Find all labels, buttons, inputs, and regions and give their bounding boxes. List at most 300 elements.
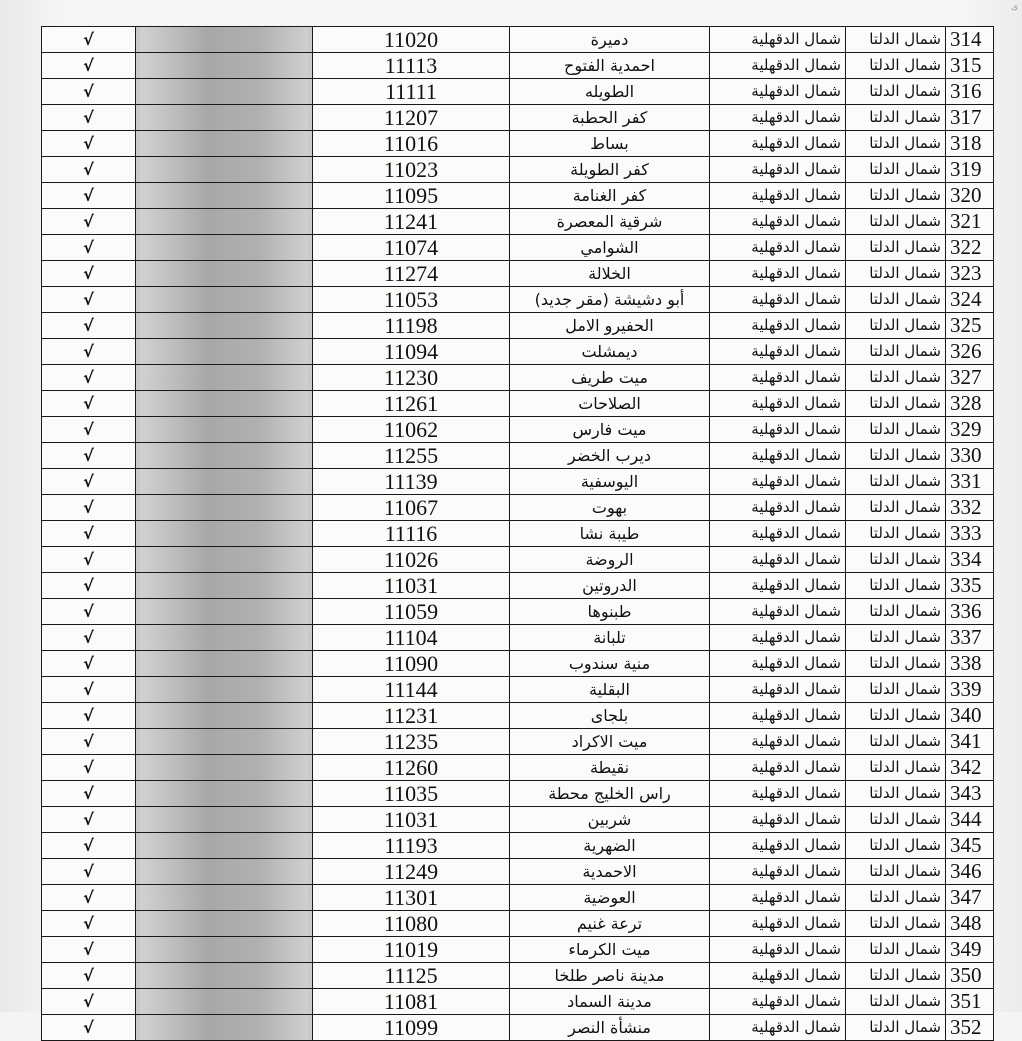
branch-name-cell: البقلية bbox=[510, 677, 710, 703]
redacted-cell bbox=[136, 469, 313, 495]
branch-name-cell: الصلاحات bbox=[510, 391, 710, 417]
redacted-cell bbox=[136, 27, 313, 53]
code-cell: 11074 bbox=[313, 235, 510, 261]
table-row bbox=[42, 651, 994, 677]
branch-name-cell: شرقية المعصرة bbox=[510, 209, 710, 235]
region-cell: شمال الدلتا bbox=[846, 729, 946, 755]
redaction-bar bbox=[140, 261, 308, 286]
redacted-cell bbox=[136, 339, 313, 365]
redaction-bar bbox=[140, 781, 308, 806]
code-cell: 11139 bbox=[313, 469, 510, 495]
status-check-cell: √ bbox=[42, 625, 136, 651]
region-cell: شمال الدلتا bbox=[846, 651, 946, 677]
region-cell: شمال الدلتا bbox=[846, 339, 946, 365]
redacted-cell bbox=[136, 313, 313, 339]
row-number-cell: 333 bbox=[946, 521, 994, 547]
branch-name-cell: الروضة bbox=[510, 547, 710, 573]
table-row bbox=[42, 53, 994, 79]
redaction-bar bbox=[140, 729, 308, 754]
code-cell: 11031 bbox=[313, 573, 510, 599]
table-row bbox=[42, 677, 994, 703]
redaction-bar bbox=[140, 287, 308, 312]
redacted-cell bbox=[136, 677, 313, 703]
row-number-cell: 336 bbox=[946, 599, 994, 625]
status-check-cell: √ bbox=[42, 495, 136, 521]
table-row bbox=[42, 1015, 994, 1041]
region-cell: شمال الدلتا bbox=[846, 963, 946, 989]
status-check-cell: √ bbox=[42, 313, 136, 339]
redacted-cell bbox=[136, 703, 313, 729]
region-cell: شمال الدلتا bbox=[846, 625, 946, 651]
governorate-cell: شمال الدقهلية bbox=[710, 599, 846, 625]
table-row bbox=[42, 911, 994, 937]
table-row bbox=[42, 79, 994, 105]
row-number-cell: 332 bbox=[946, 495, 994, 521]
region-cell: شمال الدلتا bbox=[846, 53, 946, 79]
row-number-cell: 316 bbox=[946, 79, 994, 105]
governorate-cell: شمال الدقهلية bbox=[710, 989, 846, 1015]
row-number-cell: 349 bbox=[946, 937, 994, 963]
redaction-bar bbox=[140, 391, 308, 416]
branch-name-cell: العوضية bbox=[510, 885, 710, 911]
status-check-cell: √ bbox=[42, 131, 136, 157]
table-row bbox=[42, 625, 994, 651]
status-check-cell: √ bbox=[42, 443, 136, 469]
row-number-cell: 323 bbox=[946, 261, 994, 287]
redaction-bar bbox=[140, 755, 308, 780]
branch-name-cell: تلبانة bbox=[510, 625, 710, 651]
row-number-cell: 345 bbox=[946, 833, 994, 859]
code-cell: 11104 bbox=[313, 625, 510, 651]
redacted-cell bbox=[136, 235, 313, 261]
row-number-cell: 326 bbox=[946, 339, 994, 365]
table-row bbox=[42, 703, 994, 729]
branch-name-cell: مدينة ناصر طلخا bbox=[510, 963, 710, 989]
governorate-cell: شمال الدقهلية bbox=[710, 469, 846, 495]
row-number-cell: 327 bbox=[946, 365, 994, 391]
redaction-bar bbox=[140, 105, 308, 130]
row-number-cell: 321 bbox=[946, 209, 994, 235]
region-cell: شمال الدلتا bbox=[846, 417, 946, 443]
region-cell: شمال الدلتا bbox=[846, 27, 946, 53]
row-number-cell: 348 bbox=[946, 911, 994, 937]
redaction-bar bbox=[140, 495, 308, 520]
redaction-bar bbox=[140, 885, 308, 910]
branch-name-cell: منشأة النصر bbox=[510, 1015, 710, 1041]
region-cell: شمال الدلتا bbox=[846, 521, 946, 547]
branch-name-cell: كفر الطويلة bbox=[510, 157, 710, 183]
table-row bbox=[42, 547, 994, 573]
branch-name-cell: نقيطة bbox=[510, 755, 710, 781]
code-cell: 11080 bbox=[313, 911, 510, 937]
table-row bbox=[42, 157, 994, 183]
governorate-cell: شمال الدقهلية bbox=[710, 365, 846, 391]
code-cell: 11144 bbox=[313, 677, 510, 703]
row-number-cell: 320 bbox=[946, 183, 994, 209]
branch-name-cell: أبو دشيشة (مقر جديد) bbox=[510, 287, 710, 313]
redacted-cell bbox=[136, 1015, 313, 1041]
redaction-bar bbox=[140, 599, 308, 624]
status-check-cell: √ bbox=[42, 27, 136, 53]
status-check-cell: √ bbox=[42, 911, 136, 937]
row-number-cell: 318 bbox=[946, 131, 994, 157]
status-check-cell: √ bbox=[42, 469, 136, 495]
row-number-cell: 340 bbox=[946, 703, 994, 729]
row-number-cell: 347 bbox=[946, 885, 994, 911]
redaction-bar bbox=[140, 27, 308, 52]
region-cell: شمال الدلتا bbox=[846, 235, 946, 261]
branch-name-cell: ديمشلت bbox=[510, 339, 710, 365]
status-check-cell: √ bbox=[42, 209, 136, 235]
redacted-cell bbox=[136, 183, 313, 209]
branch-name-cell: ميت طريف bbox=[510, 365, 710, 391]
region-cell: شمال الدلتا bbox=[846, 495, 946, 521]
status-check-cell: √ bbox=[42, 729, 136, 755]
redaction-bar bbox=[140, 417, 308, 442]
code-cell: 11081 bbox=[313, 989, 510, 1015]
table-row bbox=[42, 781, 994, 807]
redaction-bar bbox=[140, 1015, 308, 1040]
region-cell: شمال الدلتا bbox=[846, 261, 946, 287]
redacted-cell bbox=[136, 79, 313, 105]
redacted-cell bbox=[136, 625, 313, 651]
redacted-cell bbox=[136, 599, 313, 625]
branch-name-cell: ميت الكرماء bbox=[510, 937, 710, 963]
row-number-cell: 351 bbox=[946, 989, 994, 1015]
table-row bbox=[42, 209, 994, 235]
region-cell: شمال الدلتا bbox=[846, 547, 946, 573]
region-cell: شمال الدلتا bbox=[846, 313, 946, 339]
redaction-bar bbox=[140, 365, 308, 390]
status-check-cell: √ bbox=[42, 833, 136, 859]
status-check-cell: √ bbox=[42, 79, 136, 105]
redaction-bar bbox=[140, 859, 308, 884]
redaction-bar bbox=[140, 651, 308, 676]
region-cell: شمال الدلتا bbox=[846, 911, 946, 937]
status-check-cell: √ bbox=[42, 859, 136, 885]
row-number-cell: 341 bbox=[946, 729, 994, 755]
table-row bbox=[42, 287, 994, 313]
governorate-cell: شمال الدقهلية bbox=[710, 937, 846, 963]
branch-name-cell: ميت فارس bbox=[510, 417, 710, 443]
redacted-cell bbox=[136, 261, 313, 287]
governorate-cell: شمال الدقهلية bbox=[710, 1015, 846, 1041]
redaction-bar bbox=[140, 677, 308, 702]
code-cell: 11026 bbox=[313, 547, 510, 573]
redacted-cell bbox=[136, 365, 313, 391]
redacted-cell bbox=[136, 495, 313, 521]
code-cell: 11274 bbox=[313, 261, 510, 287]
redacted-cell bbox=[136, 521, 313, 547]
table-row bbox=[42, 495, 994, 521]
branch-name-cell: مدينة السماد bbox=[510, 989, 710, 1015]
governorate-cell: شمال الدقهلية bbox=[710, 729, 846, 755]
governorate-cell: شمال الدقهلية bbox=[710, 963, 846, 989]
region-cell: شمال الدلتا bbox=[846, 807, 946, 833]
row-number-cell: 334 bbox=[946, 547, 994, 573]
redacted-cell bbox=[136, 911, 313, 937]
redacted-cell bbox=[136, 755, 313, 781]
row-number-cell: 337 bbox=[946, 625, 994, 651]
code-cell: 11235 bbox=[313, 729, 510, 755]
branch-name-cell: الشوامي bbox=[510, 235, 710, 261]
redacted-cell bbox=[136, 781, 313, 807]
branch-name-cell: الضهرية bbox=[510, 833, 710, 859]
code-cell: 11231 bbox=[313, 703, 510, 729]
governorate-cell: شمال الدقهلية bbox=[710, 885, 846, 911]
redacted-cell bbox=[136, 443, 313, 469]
branch-name-cell: ديرب الخضر bbox=[510, 443, 710, 469]
governorate-cell: شمال الدقهلية bbox=[710, 443, 846, 469]
code-cell: 11111 bbox=[313, 79, 510, 105]
governorate-cell: شمال الدقهلية bbox=[710, 495, 846, 521]
region-cell: شمال الدلتا bbox=[846, 1015, 946, 1041]
row-number-cell: 330 bbox=[946, 443, 994, 469]
governorate-cell: شمال الدقهلية bbox=[710, 755, 846, 781]
governorate-cell: شمال الدقهلية bbox=[710, 313, 846, 339]
branch-name-cell: الخلالة bbox=[510, 261, 710, 287]
code-cell: 11023 bbox=[313, 157, 510, 183]
region-cell: شمال الدلتا bbox=[846, 703, 946, 729]
status-check-cell: √ bbox=[42, 781, 136, 807]
governorate-cell: شمال الدقهلية bbox=[710, 287, 846, 313]
code-cell: 11094 bbox=[313, 339, 510, 365]
governorate-cell: شمال الدقهلية bbox=[710, 27, 846, 53]
table-row bbox=[42, 235, 994, 261]
table-row bbox=[42, 885, 994, 911]
code-cell: 11059 bbox=[313, 599, 510, 625]
row-number-cell: 335 bbox=[946, 573, 994, 599]
region-cell: شمال الدلتا bbox=[846, 365, 946, 391]
region-cell: شمال الدلتا bbox=[846, 677, 946, 703]
code-cell: 11255 bbox=[313, 443, 510, 469]
row-number-cell: 338 bbox=[946, 651, 994, 677]
redaction-bar bbox=[140, 235, 308, 260]
row-number-cell: 346 bbox=[946, 859, 994, 885]
row-number-cell: 344 bbox=[946, 807, 994, 833]
table-row bbox=[42, 599, 994, 625]
status-check-cell: √ bbox=[42, 391, 136, 417]
status-check-cell: √ bbox=[42, 235, 136, 261]
redacted-cell bbox=[136, 417, 313, 443]
branch-name-cell: راس الخليج محطة bbox=[510, 781, 710, 807]
status-check-cell: √ bbox=[42, 1015, 136, 1041]
status-check-cell: √ bbox=[42, 885, 136, 911]
row-number-cell: 322 bbox=[946, 235, 994, 261]
code-cell: 11249 bbox=[313, 859, 510, 885]
row-number-cell: 325 bbox=[946, 313, 994, 339]
region-cell: شمال الدلتا bbox=[846, 287, 946, 313]
code-cell: 11198 bbox=[313, 313, 510, 339]
status-check-cell: √ bbox=[42, 157, 136, 183]
status-check-cell: √ bbox=[42, 261, 136, 287]
row-number-cell: 315 bbox=[946, 53, 994, 79]
governorate-cell: شمال الدقهلية bbox=[710, 209, 846, 235]
code-cell: 11193 bbox=[313, 833, 510, 859]
code-cell: 11099 bbox=[313, 1015, 510, 1041]
region-cell: شمال الدلتا bbox=[846, 131, 946, 157]
row-number-cell: 343 bbox=[946, 781, 994, 807]
code-cell: 11062 bbox=[313, 417, 510, 443]
governorate-cell: شمال الدقهلية bbox=[710, 261, 846, 287]
redaction-bar bbox=[140, 131, 308, 156]
redaction-bar bbox=[140, 625, 308, 650]
redacted-cell bbox=[136, 937, 313, 963]
redacted-cell bbox=[136, 209, 313, 235]
branch-name-cell: طبنوها bbox=[510, 599, 710, 625]
region-cell: شمال الدلتا bbox=[846, 599, 946, 625]
status-check-cell: √ bbox=[42, 53, 136, 79]
table-row bbox=[42, 755, 994, 781]
redaction-bar bbox=[140, 911, 308, 936]
row-number-cell: 319 bbox=[946, 157, 994, 183]
governorate-cell: شمال الدقهلية bbox=[710, 235, 846, 261]
code-cell: 11019 bbox=[313, 937, 510, 963]
status-check-cell: √ bbox=[42, 651, 136, 677]
region-cell: شمال الدلتا bbox=[846, 443, 946, 469]
branch-name-cell: الطويله bbox=[510, 79, 710, 105]
table-row bbox=[42, 937, 994, 963]
code-cell: 11095 bbox=[313, 183, 510, 209]
row-number-cell: 342 bbox=[946, 755, 994, 781]
governorate-cell: شمال الدقهلية bbox=[710, 547, 846, 573]
region-cell: شمال الدلتا bbox=[846, 157, 946, 183]
status-check-cell: √ bbox=[42, 963, 136, 989]
branch-name-cell: ميت الاكراد bbox=[510, 729, 710, 755]
governorate-cell: شمال الدقهلية bbox=[710, 807, 846, 833]
governorate-cell: شمال الدقهلية bbox=[710, 911, 846, 937]
code-cell: 11053 bbox=[313, 287, 510, 313]
status-check-cell: √ bbox=[42, 755, 136, 781]
branch-name-cell: منية سندوب bbox=[510, 651, 710, 677]
branch-table bbox=[41, 26, 994, 1041]
region-cell: شمال الدلتا bbox=[846, 105, 946, 131]
governorate-cell: شمال الدقهلية bbox=[710, 703, 846, 729]
region-cell: شمال الدلتا bbox=[846, 885, 946, 911]
governorate-cell: شمال الدقهلية bbox=[710, 183, 846, 209]
governorate-cell: شمال الدقهلية bbox=[710, 339, 846, 365]
redacted-cell bbox=[136, 131, 313, 157]
status-check-cell: √ bbox=[42, 105, 136, 131]
code-cell: 11016 bbox=[313, 131, 510, 157]
code-cell: 11116 bbox=[313, 521, 510, 547]
redacted-cell bbox=[136, 885, 313, 911]
table-row bbox=[42, 833, 994, 859]
region-cell: شمال الدلتا bbox=[846, 209, 946, 235]
branch-name-cell: الاحمدية bbox=[510, 859, 710, 885]
table-body bbox=[42, 27, 994, 1041]
row-number-cell: 339 bbox=[946, 677, 994, 703]
branch-name-cell: احمدية الفتوح bbox=[510, 53, 710, 79]
redacted-cell bbox=[136, 391, 313, 417]
region-cell: شمال الدلتا bbox=[846, 937, 946, 963]
branch-name-cell: بهوت bbox=[510, 495, 710, 521]
redaction-bar bbox=[140, 209, 308, 234]
region-cell: شمال الدلتا bbox=[846, 859, 946, 885]
redacted-cell bbox=[136, 105, 313, 131]
redaction-bar bbox=[140, 157, 308, 182]
branch-name-cell: طيبة نشا bbox=[510, 521, 710, 547]
code-cell: 11261 bbox=[313, 391, 510, 417]
branch-name-cell: الدروتين bbox=[510, 573, 710, 599]
table-row bbox=[42, 261, 994, 287]
table-row bbox=[42, 417, 994, 443]
code-cell: 11020 bbox=[313, 27, 510, 53]
status-check-cell: √ bbox=[42, 937, 136, 963]
table-row bbox=[42, 573, 994, 599]
branch-name-cell: كفر الحطبة bbox=[510, 105, 710, 131]
table-row bbox=[42, 807, 994, 833]
status-check-cell: √ bbox=[42, 677, 136, 703]
governorate-cell: شمال الدقهلية bbox=[710, 781, 846, 807]
redacted-cell bbox=[136, 989, 313, 1015]
row-number-cell: 324 bbox=[946, 287, 994, 313]
governorate-cell: شمال الدقهلية bbox=[710, 573, 846, 599]
status-check-cell: √ bbox=[42, 183, 136, 209]
redacted-cell bbox=[136, 859, 313, 885]
code-cell: 11113 bbox=[313, 53, 510, 79]
region-cell: شمال الدلتا bbox=[846, 469, 946, 495]
governorate-cell: شمال الدقهلية bbox=[710, 79, 846, 105]
status-check-cell: √ bbox=[42, 339, 136, 365]
governorate-cell: شمال الدقهلية bbox=[710, 859, 846, 885]
status-check-cell: √ bbox=[42, 573, 136, 599]
table-row bbox=[42, 443, 994, 469]
governorate-cell: شمال الدقهلية bbox=[710, 391, 846, 417]
status-check-cell: √ bbox=[42, 599, 136, 625]
redaction-bar bbox=[140, 469, 308, 494]
branch-name-cell: شربين bbox=[510, 807, 710, 833]
redaction-bar bbox=[140, 963, 308, 988]
redacted-cell bbox=[136, 833, 313, 859]
table-row bbox=[42, 521, 994, 547]
status-check-cell: √ bbox=[42, 417, 136, 443]
region-cell: شمال الدلتا bbox=[846, 989, 946, 1015]
row-number-cell: 329 bbox=[946, 417, 994, 443]
region-cell: شمال الدلتا bbox=[846, 391, 946, 417]
branch-name-cell: ترعة غنيم bbox=[510, 911, 710, 937]
redacted-cell bbox=[136, 53, 313, 79]
redaction-bar bbox=[140, 547, 308, 572]
redacted-cell bbox=[136, 963, 313, 989]
governorate-cell: شمال الدقهلية bbox=[710, 833, 846, 859]
code-cell: 11067 bbox=[313, 495, 510, 521]
governorate-cell: شمال الدقهلية bbox=[710, 521, 846, 547]
table-row bbox=[42, 469, 994, 495]
code-cell: 11125 bbox=[313, 963, 510, 989]
redaction-bar bbox=[140, 443, 308, 468]
code-cell: 11031 bbox=[313, 807, 510, 833]
governorate-cell: شمال الدقهلية bbox=[710, 131, 846, 157]
row-number-cell: 314 bbox=[946, 27, 994, 53]
table-row bbox=[42, 859, 994, 885]
status-check-cell: √ bbox=[42, 807, 136, 833]
region-cell: شمال الدلتا bbox=[846, 79, 946, 105]
governorate-cell: شمال الدقهلية bbox=[710, 105, 846, 131]
redaction-bar bbox=[140, 807, 308, 832]
redaction-bar bbox=[140, 79, 308, 104]
table-row bbox=[42, 729, 994, 755]
table-row bbox=[42, 391, 994, 417]
redaction-bar bbox=[140, 937, 308, 962]
code-cell: 11301 bbox=[313, 885, 510, 911]
region-cell: شمال الدلتا bbox=[846, 755, 946, 781]
governorate-cell: شمال الدقهلية bbox=[710, 625, 846, 651]
corner-mark: ى bbox=[1010, 2, 1018, 12]
row-number-cell: 331 bbox=[946, 469, 994, 495]
status-check-cell: √ bbox=[42, 365, 136, 391]
redacted-cell bbox=[136, 729, 313, 755]
